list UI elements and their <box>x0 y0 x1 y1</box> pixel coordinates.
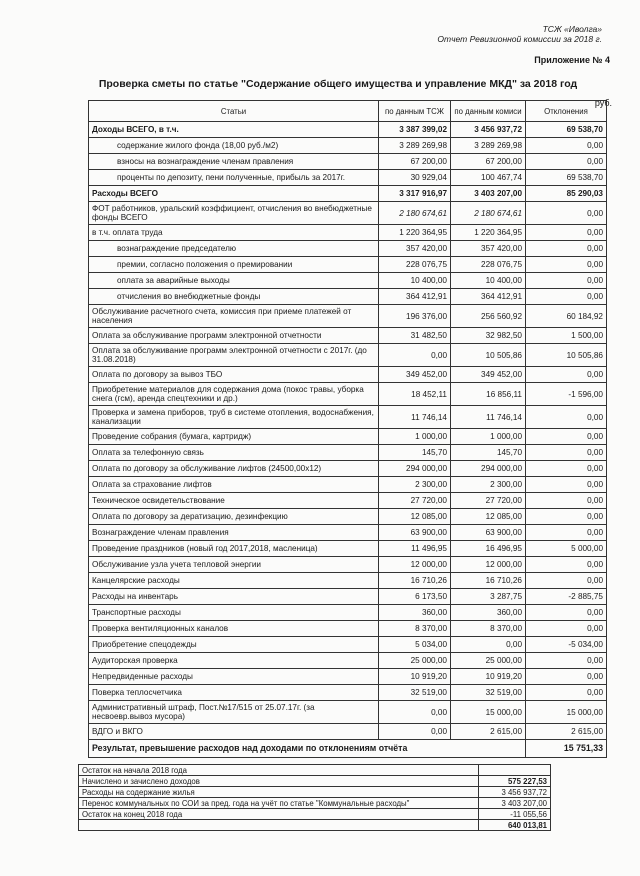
row-label: Обслуживание расчетного счета, комиссия при приеме платежей от населения <box>89 305 379 328</box>
value-deviation: 0,00 <box>526 406 607 429</box>
value-commission: 67 200,00 <box>451 154 526 170</box>
value-deviation: 0,00 <box>526 429 607 445</box>
value-commission: 32 982,50 <box>451 328 526 344</box>
row-label: ФОТ работников, уральский коэффициент, отчисления во внебюджетные фонды ВСЕГО <box>89 202 379 225</box>
value-commission: 10 400,00 <box>451 273 526 289</box>
value-tsj: 10 919,20 <box>379 669 451 685</box>
value-deviation: 85 290,03 <box>526 186 607 202</box>
value-commission: 3 403 207,00 <box>451 186 526 202</box>
value-deviation: 0,00 <box>526 289 607 305</box>
value-commission: 357 420,00 <box>451 241 526 257</box>
table-row <box>89 186 607 202</box>
table-row <box>89 328 607 344</box>
value-commission: 1 000,00 <box>451 429 526 445</box>
value-commission: 3 289 269,98 <box>451 138 526 154</box>
value-deviation: 0,00 <box>526 257 607 273</box>
row-label: Техническое освидетельствование <box>89 493 379 509</box>
row-label: в т.ч. оплата труда <box>89 225 379 241</box>
value-deviation: 0,00 <box>526 461 607 477</box>
row-label: проценты по депозиту, пени полученные, прибыль за 2017г. <box>89 170 379 186</box>
summary-row <box>79 798 551 809</box>
value-deviation: 0,00 <box>526 202 607 225</box>
row-label: Доходы ВСЕГО, в т.ч. <box>89 122 379 138</box>
summary-label: Начислено и зачислено доходов <box>79 776 479 787</box>
value-tsj: 2 300,00 <box>379 477 451 493</box>
value-deviation: 0,00 <box>526 138 607 154</box>
column-header: по данным комиси <box>451 101 526 122</box>
value-commission: 10 505,86 <box>451 344 526 367</box>
value-tsj: 27 720,00 <box>379 493 451 509</box>
value-deviation: 69 538,70 <box>526 170 607 186</box>
value-tsj: 0,00 <box>379 701 451 724</box>
value-deviation: 0,00 <box>526 573 607 589</box>
value-tsj: 11 746,14 <box>379 406 451 429</box>
value-deviation: 5 000,00 <box>526 541 607 557</box>
row-label: отчисления во внебюджетные фонды <box>89 289 379 305</box>
value-tsj: 3 317 916,97 <box>379 186 451 202</box>
value-deviation: 2 615,00 <box>526 724 607 740</box>
summary-label: Расходы на содержание жилья <box>79 787 479 798</box>
summary-label: Остаток на конец 2018 года <box>79 809 479 820</box>
value-commission: 16 496,95 <box>451 541 526 557</box>
result-row <box>89 740 607 758</box>
table-row <box>89 493 607 509</box>
table-row <box>89 289 607 305</box>
table-row <box>89 724 607 740</box>
value-deviation: 60 184,92 <box>526 305 607 328</box>
value-commission: 364 412,91 <box>451 289 526 305</box>
value-deviation: 0,00 <box>526 225 607 241</box>
value-deviation: 1 500,00 <box>526 328 607 344</box>
value-deviation: 0,00 <box>526 154 607 170</box>
summary-row <box>79 820 551 831</box>
value-deviation: 0,00 <box>526 273 607 289</box>
table-row <box>89 383 607 406</box>
value-deviation: 0,00 <box>526 445 607 461</box>
summary-value: 575 227,53 <box>479 776 551 787</box>
value-deviation: 0,00 <box>526 685 607 701</box>
row-label: Расходы ВСЕГО <box>89 186 379 202</box>
column-header: по данным ТСЖ <box>379 101 451 122</box>
value-commission: 27 720,00 <box>451 493 526 509</box>
row-label: ВДГО и ВКГО <box>89 724 379 740</box>
value-deviation: 0,00 <box>526 509 607 525</box>
value-commission: 12 085,00 <box>451 509 526 525</box>
value-tsj: 364 412,91 <box>379 289 451 305</box>
row-label: Проведение праздников (новый год 2017,2018, масленица) <box>89 541 379 557</box>
value-deviation: 15 000,00 <box>526 701 607 724</box>
value-tsj: 32 519,00 <box>379 685 451 701</box>
table-row <box>89 225 607 241</box>
value-deviation: 10 505,86 <box>526 344 607 367</box>
value-tsj: 16 710,26 <box>379 573 451 589</box>
row-label: вознаграждение председателю <box>89 241 379 257</box>
summary-label <box>79 820 479 831</box>
value-deviation: 0,00 <box>526 653 607 669</box>
value-deviation: 0,00 <box>526 621 607 637</box>
summary-value: 3 403 207,00 <box>479 798 551 809</box>
row-label: Проверка вентиляционных каналов <box>89 621 379 637</box>
table-row <box>89 701 607 724</box>
row-label: Канцелярские расходы <box>89 573 379 589</box>
table-row <box>89 461 607 477</box>
page-title: Проверка сметы по статье "Содержание общего имущества и управление МКД" за 2018 год <box>98 78 578 90</box>
summary-value <box>479 765 551 776</box>
value-tsj: 12 085,00 <box>379 509 451 525</box>
table-row <box>89 525 607 541</box>
row-label: Транспортные расходы <box>89 605 379 621</box>
value-commission: 2 300,00 <box>451 477 526 493</box>
value-deviation: 69 538,70 <box>526 122 607 138</box>
table-row <box>89 541 607 557</box>
table-row <box>89 367 607 383</box>
table-row <box>89 573 607 589</box>
row-label: Оплата за обслуживание программ электронной отчетности с 2017г. (до 31.08.2018) <box>89 344 379 367</box>
value-commission: 15 000,00 <box>451 701 526 724</box>
value-commission: 10 919,20 <box>451 669 526 685</box>
value-tsj: 1 000,00 <box>379 429 451 445</box>
row-label: Оплата за обслуживание программ электронной отчетности <box>89 328 379 344</box>
value-commission: 63 900,00 <box>451 525 526 541</box>
value-tsj: 3 289 269,98 <box>379 138 451 154</box>
summary-row <box>79 809 551 820</box>
row-label: Оплата за телефонную связь <box>89 445 379 461</box>
summary-value: 640 013,81 <box>479 820 551 831</box>
table-row <box>89 170 607 186</box>
value-commission: 349 452,00 <box>451 367 526 383</box>
result-label: Результат, превышение расходов над доходами по отклонениям отчёта <box>89 740 526 758</box>
summary-table <box>78 764 551 831</box>
row-label: Административный штраф, Пост.№17/515 от 25.07.17г. (за несвоевр.вывоз мусора) <box>89 701 379 724</box>
row-label: Приобретение материалов для содержания дома (покос травы, уборка снега (гсм), аренда спецтехники и др.) <box>89 383 379 406</box>
value-tsj: 145,70 <box>379 445 451 461</box>
row-label: содержание жилого фонда (18,00 руб./м2) <box>89 138 379 154</box>
value-commission: 25 000,00 <box>451 653 526 669</box>
row-label: Проверка и замена приборов, труб в системе отопления, водоснабжения, канализации <box>89 406 379 429</box>
table-row <box>89 653 607 669</box>
value-tsj: 30 929,04 <box>379 170 451 186</box>
row-label: Аудиторская проверка <box>89 653 379 669</box>
value-deviation: 0,00 <box>526 241 607 257</box>
row-label: Оплата по договору за вывоз ТБО <box>89 367 379 383</box>
value-tsj: 25 000,00 <box>379 653 451 669</box>
table-row <box>89 305 607 328</box>
table-header-row <box>89 101 607 122</box>
value-commission: 145,70 <box>451 445 526 461</box>
value-tsj: 63 900,00 <box>379 525 451 541</box>
value-deviation: 0,00 <box>526 493 607 509</box>
value-tsj: 0,00 <box>379 724 451 740</box>
row-label: взносы на вознаграждение членам правления <box>89 154 379 170</box>
row-label: Поверка теплосчетчика <box>89 685 379 701</box>
row-label: Расходы на инвентарь <box>89 589 379 605</box>
value-commission: 0,00 <box>451 637 526 653</box>
summary-label: Перенос коммунальных по СОИ за пред. года на учёт по статье "Коммунальные расходы" <box>79 798 479 809</box>
table-row <box>89 273 607 289</box>
value-tsj: 0,00 <box>379 344 451 367</box>
value-commission: 228 076,75 <box>451 257 526 273</box>
table-row <box>89 138 607 154</box>
value-deviation: 0,00 <box>526 477 607 493</box>
value-deviation: 0,00 <box>526 669 607 685</box>
table-row <box>89 406 607 429</box>
value-deviation: -1 596,00 <box>526 383 607 406</box>
value-tsj: 67 200,00 <box>379 154 451 170</box>
appendix-label: Приложение № 4 <box>534 55 610 65</box>
value-commission: 8 370,00 <box>451 621 526 637</box>
summary-row <box>79 787 551 798</box>
value-commission: 16 856,11 <box>451 383 526 406</box>
value-tsj: 360,00 <box>379 605 451 621</box>
value-tsj: 3 387 399,02 <box>379 122 451 138</box>
table-row <box>89 241 607 257</box>
row-label: Оплата по договору за дератизацию, дезинфекцию <box>89 509 379 525</box>
value-deviation: 0,00 <box>526 605 607 621</box>
value-commission: 3 287,75 <box>451 589 526 605</box>
table-row <box>89 429 607 445</box>
row-label: Оплата по договору за обслуживание лифтов (24500,00x12) <box>89 461 379 477</box>
row-label: Проведение собрания (бумага, картридж) <box>89 429 379 445</box>
value-deviation: 0,00 <box>526 525 607 541</box>
table-row <box>89 509 607 525</box>
row-label: Вознаграждение членам правления <box>89 525 379 541</box>
value-deviation: 0,00 <box>526 557 607 573</box>
value-commission: 2 615,00 <box>451 724 526 740</box>
value-tsj: 12 000,00 <box>379 557 451 573</box>
table-row <box>89 344 607 367</box>
result-value: 15 751,33 <box>526 740 607 758</box>
summary-row <box>79 765 551 776</box>
row-label: премии, согласно положения о премировании <box>89 257 379 273</box>
value-commission: 16 710,26 <box>451 573 526 589</box>
value-tsj: 196 376,00 <box>379 305 451 328</box>
value-commission: 100 467,74 <box>451 170 526 186</box>
value-commission: 2 180 674,61 <box>451 202 526 225</box>
value-commission: 256 560,92 <box>451 305 526 328</box>
estimate-table <box>88 100 607 758</box>
value-commission: 11 746,14 <box>451 406 526 429</box>
row-label: Непредвиденные расходы <box>89 669 379 685</box>
org-name: ТСЖ «Иволга» <box>542 24 602 34</box>
table-row <box>89 605 607 621</box>
summary-row <box>79 776 551 787</box>
table-row <box>89 154 607 170</box>
report-name: Отчет Ревизионной комиссии за 2018 г. <box>437 34 602 44</box>
value-commission: 294 000,00 <box>451 461 526 477</box>
table-row <box>89 637 607 653</box>
value-tsj: 5 034,00 <box>379 637 451 653</box>
summary-value: -11 055,56 <box>479 809 551 820</box>
value-tsj: 11 496,95 <box>379 541 451 557</box>
table-row <box>89 669 607 685</box>
value-tsj: 2 180 674,61 <box>379 202 451 225</box>
value-tsj: 10 400,00 <box>379 273 451 289</box>
table-row <box>89 557 607 573</box>
value-tsj: 31 482,50 <box>379 328 451 344</box>
value-tsj: 6 173,50 <box>379 589 451 605</box>
value-deviation: -5 034,00 <box>526 637 607 653</box>
value-deviation: -2 885,75 <box>526 589 607 605</box>
table-row <box>89 685 607 701</box>
value-commission: 32 519,00 <box>451 685 526 701</box>
value-tsj: 8 370,00 <box>379 621 451 637</box>
table-row <box>89 122 607 138</box>
value-tsj: 18 452,11 <box>379 383 451 406</box>
value-tsj: 228 076,75 <box>379 257 451 273</box>
table-row <box>89 202 607 225</box>
table-row <box>89 445 607 461</box>
row-label: Оплата за страхование лифтов <box>89 477 379 493</box>
value-commission: 1 220 364,95 <box>451 225 526 241</box>
column-header: Отклонения <box>526 101 607 122</box>
value-tsj: 357 420,00 <box>379 241 451 257</box>
column-header: Статьи <box>89 101 379 122</box>
value-deviation: 0,00 <box>526 367 607 383</box>
value-tsj: 1 220 364,95 <box>379 225 451 241</box>
row-label: Приобретение спецодежды <box>89 637 379 653</box>
table-row <box>89 621 607 637</box>
summary-label: Остаток на начала 2018 года <box>79 765 479 776</box>
value-commission: 12 000,00 <box>451 557 526 573</box>
row-label: Обслуживание узла учета тепловой энергии <box>89 557 379 573</box>
table-row <box>89 257 607 273</box>
currency-label: руб. <box>594 98 612 108</box>
value-commission: 3 456 937,72 <box>451 122 526 138</box>
value-commission: 360,00 <box>451 605 526 621</box>
table-row <box>89 589 607 605</box>
summary-value: 3 456 937,72 <box>479 787 551 798</box>
value-tsj: 349 452,00 <box>379 367 451 383</box>
table-row <box>89 477 607 493</box>
row-label: оплата за аварийные выходы <box>89 273 379 289</box>
value-tsj: 294 000,00 <box>379 461 451 477</box>
